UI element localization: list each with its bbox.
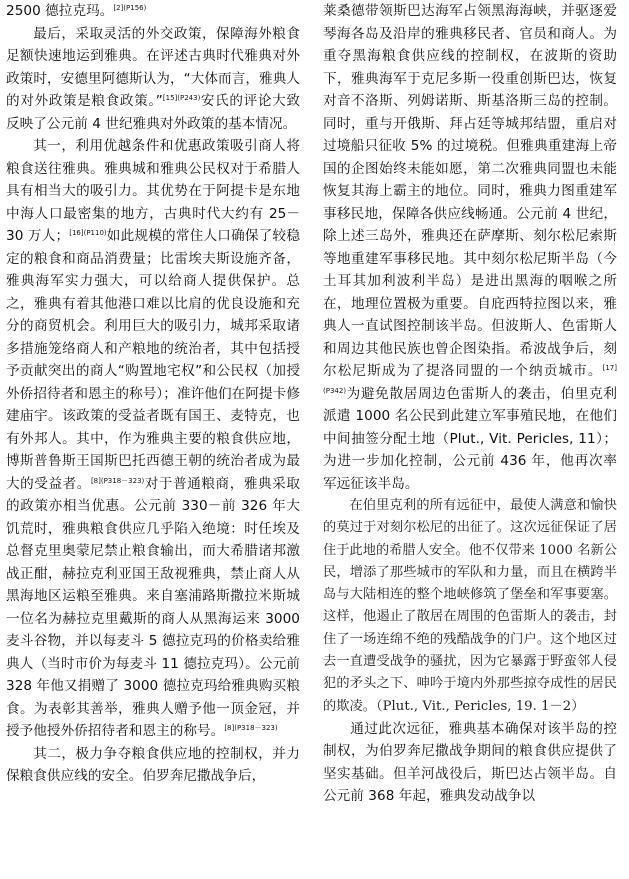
paragraph-text: 如此规模的常住人口确保了较稳定的粮食和商品消费量；比雷埃夫斯设施齐备，雅典海军实力强大，可以给商人提供保护。总之，雅典有着其他港口难以比肩的优良设施和充分的商贸机会。利用巨大的吸引力，城邦采取诸多措施笼络商人和产粮地的统治者，其中包括授予贡献突出的商人“购置地宅权”和公民权（加授外侨招待者和恩主的称号）；准许他们在阿提卡修建庙宇。该政策的受益者既有国王、麦特克，也有外邦人。其中，作为雅典主要的粮食供应地，博斯普鲁斯王国斯巴托西德王朝的统治者成为最大的受益者。 [6,228,301,492]
paragraph-text: 通过此次远征，雅典基本确保对该半岛的控制权，为伯罗奔尼撒战争期间的粮食供应提供了坚实基础。但羊河战役后，斯巴达占领半岛。自公元前 368 年起，雅典发动战争以 [323,720,617,805]
paragraph-text: 为避免散居周边色雷斯人的袭击，伯里克利派遣 1000 名公民到此建立军事殖民地，在他们中间抽签分配土地（Plut., Vit. Pericles, 11）；为进一步加化控制，公元前 436 年，他再次率军远征该半岛。 [323,385,617,492]
quote-text: 在伯里克利的所有远征中，最使人满意和愉快的莫过于对刻尔松尼的出征了。这次远征保证了居住于此地的希腊人安全。他不仅带来 1000 名新公民，增添了那些城市的军队和力量，而且在横跨半岛与大陆相连的整个地峡修筑了堡垒和军事要塞。这样，他遏止了散居在周围的色雷斯人的袭击，封住了一场连绵不绝的残酷战争的门户。这个地区过去一直遭受战争的骚扰，因为它暴露于野蛮邻人侵犯的矛头之下、呻吟于境内外那些掠夺成性的居民的欺凌。（Plut., Vit., Pericles, 19. 1－2） [323,498,617,714]
paragraph-text: 其二，极力争夺粮食供应地的控制权，并力保粮食供应线的安全。伯罗奔尼撒战争后， [6,745,300,784]
paragraph-text: 2500 德拉克玛。 [6,3,114,19]
paragraph-text: 最后，采取灵活的外交政策，保障海外粮食足额快速地运到雅典。在评述古典时代雅典对外政策时，安德里阿德斯认为，“大体而言，雅典人的对外政策是粮食政策。” [6,25,300,109]
paragraph-chersonese [323,0,617,495]
paragraph-foreign-policy [6,23,300,136]
citation: [8](P318－323) [224,724,278,732]
citation: [2](P156) [113,4,147,12]
paragraph-supply-control [6,743,300,788]
paragraph-continued [6,0,300,23]
paragraph-attract-merchants [6,135,300,743]
paragraph-text: 安氏的评论大致反映了公元前 4 世纪雅典对外政策的基本情况。 [6,93,300,132]
paragraph-text: 莱桑德带领斯巴达海军占领黑海海峡，并驱逐爱琴海各岛及沿岸的雅典移民者、官员和商人。为重夺黑海粮食供应线的控制权，在波斯的资助下，雅典海军于克尼多斯一役重创斯巴达，恢复对音不洛斯、列姆诺斯、斯基洛斯三岛的控制。同时，重与开俄斯、拜占廷等城邦结盟，重启对过境船只征收 5% 的过境税。但雅典重建海上帝国的企图始终未能如愿，第二次雅典同盟也未能恢复其海上霸主的地位。同时，雅典力图重建军事移民地，保障各供应线畅通。公元前 4 世纪，除上述三岛外，雅典还在萨摩斯、刻尔松尼索斯等地重建军事移民地。其中刻尔松尼斯半岛（今土耳其加利波利半岛）是进出黑海的咽喉之所在，地理位置极为重要。自庇西特拉图以来，雅典人一直试图控制该半岛。但波斯人、色雷斯人和周边其他民族也曾企图染指。希波战争后，刻尔松尼斯成为了提洛同盟的一个纳贡城市。 [323,3,617,379]
right-column [323,0,617,808]
paragraph-text: 对于普通粮商，雅典采取的政策亦相当优惠。公元前 330－前 326 年大饥荒时，雅典粮食供应几乎陷入绝境：时任埃及总督克里奥蒙尼禁止粮食输出，而大希腊诸邦激战正酣，赫拉克利亚国王敌视雅典，禁止商人从黑海地区运粮至雅典。来自塞浦路斯撒拉米斯城一位名为赫拉克里戴斯的商人从黑海运来 3000 麦斗谷物，并以每麦斗 5 德拉克玛的价格卖给雅典人（当时市价为每麦斗 11 德拉克玛）。公元前 328 年他又捐赠了 3000 德拉克玛给雅典购买粮食。为表彰其善举，雅典人赠予他一顶金冠，并授予他授外侨招待者和恩主的称号。 [6,475,300,739]
citation: [16](P110) [69,229,107,237]
citation: [17](P342) [323,364,617,395]
citation: [8](P318－323) [90,476,145,485]
citation: [15](P243) [162,94,201,102]
paragraph-text: 其一，利用优越条件和优惠政策吸引商人将粮食送往雅典。雅典城和雅典公民权对于希腊人具有相当大的吸引力。其优势在于阿提卡是东地中海人口最密集的地方，古典时代大约有 25－30 万人； [6,138,300,244]
paragraph-expedition-result [323,718,617,808]
left-column [6,0,300,788]
block-quote-plutarch [323,495,617,718]
